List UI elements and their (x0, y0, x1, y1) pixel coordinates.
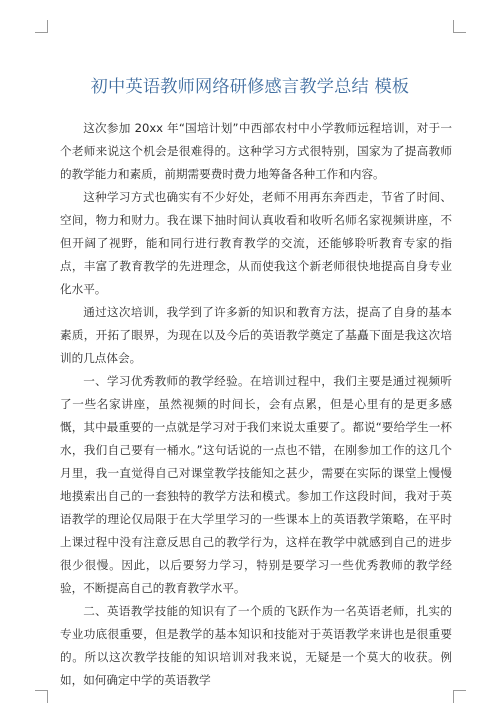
paragraph-benefits: 这种学习方式也确实有不少好处，老师不用再东奔西走，节省了时间、空间，物力和财力。我在课下抽时间认真收看和收听名师名家视频讲座，不但开阔了视野，能和同行进行教育教学的交流，还能够聆听教育专家的指点，丰富了教育教学的先进理念，从而使我这个新老师很快地提高自身专业化水平。 (60, 190, 452, 296)
crop-mark-bottom-left (35, 690, 48, 703)
paragraph-point-one: 一、学习优秀教师的教学经验。在培训过程中，我们主要是通过视频听了一些名家讲座，虽然视频的时间长，会有点累，但是心里有的是更多感慨，其中最重要的一点就是学习对于我们来说太重要了。都说“要给学生一杯水，我们自己要有一桶水。”这句话说的一点也不错，在刚参加工作的这几个月里，我一直觉得自己对课堂教学技能知之甚少，需要在实际的课堂上慢慢地摸索出自己的一套独特的教学方法和模式。参加工作这段时间，我对于英语教学的理论仅局限于在大学里学习的一些课本上的英语教学策略，在平时上课过程中没有注意反思自己的教学行为，这样在教学中就感到自己的进步很少很慢。因此，以后要努力学习，特别是要学习一些优秀教师的教学经验，不断提高自己的教育教学水平。 (60, 374, 452, 595)
crop-mark-bottom-right (453, 690, 466, 703)
document-title: 初中英语教师网络研修感言教学总结 模板 (90, 76, 410, 97)
paragraph-intro: 这次参加 20xx 年“国培计划”中西部农村中小学教师远程培训，对于一个老师来说这个机会是很难得的。这种学习方式很特别，国家为了提高教师的教学能力和素质，前期需要费时费力地筹备各种工作和内容。 (60, 121, 452, 181)
crop-mark-top-right (453, 20, 466, 33)
document-body (60, 117, 452, 692)
crop-mark-top-left (35, 20, 48, 33)
paragraph-point-two: 二、英语教学技能的知识有了一个质的飞跃作为一名英语老师，扎实的专业功底很重要，但是教学的基本知识和技能对于英语教学来讲也是很重要的。所以这次教学技能的知识培训对我来说，无疑是一个莫大的收获。例如，如何确定中学的英语教学 (60, 604, 452, 687)
paragraph-gains: 通过这次培训，我学到了许多新的知识和教育方法，提高了自身的基本素质，开拓了眼界，为现在以及今后的英语教学奠定了基矗下面是我这次培训的几点体会。 (60, 305, 452, 365)
